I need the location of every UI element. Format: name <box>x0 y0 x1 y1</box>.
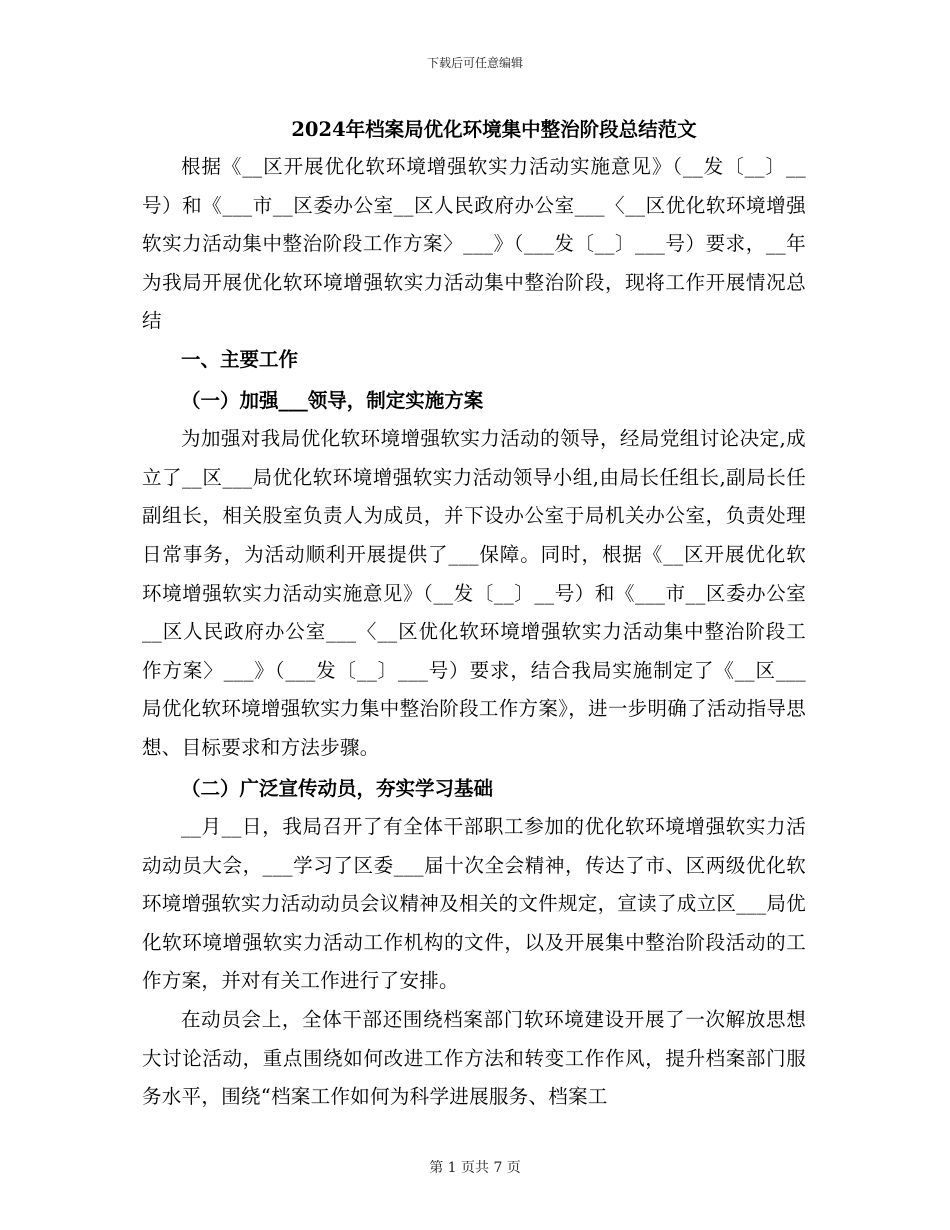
intro-paragraph: 根据《__区开展优化软环境增强软实力活动实施意见》（__发〔__〕__号）和《___市__区委办公室__区人民政府办公室___〈__区优化软环境增强软实力活动集中整治阶段工作方案〉___》（___发〔__〕___号）要求，__年为我局开展优化软环境增强软实力活动集中整治阶段，现将工作开展情况总结 <box>142 155 806 333</box>
page-footer: 第 1 页共 7 页 <box>429 1160 521 1176</box>
subsection-1-paragraph: 为加强对我局优化软环境增强软实力活动的领导，经局党组讨论决定,成立了__区___局优化软环境增强软实力活动领导小组,由局长任组长,副局长任副组长，相关股室负责人为成员，并下设办公室于局机关办公室，负责处理日常事务，为活动顺利开展提供了___保障。同时，根据《__区开展优化软环境增强软实力活动实施意见》（__发〔__〕__号）和《___市__区委办公室__区人民政府办公室___〈__区优化软环境增强软实力活动集中整治阶段工作方案〉___》（___发〔__〕___号）要求，结合我局实施制定了《__区___局优化软环境增强软实力集中整治阶段工作方案》，进一步明确了活动指导思想、目标要求和方法步骤。 <box>142 427 806 759</box>
subsection-heading-1: （一）加强___领导，制定实施方案 <box>181 388 484 412</box>
document-title: 2024年档案局优化环境集中整治阶段总结范文 <box>291 118 697 141</box>
subsection-heading-2: （二）广泛宣传动员，夯实学习基础 <box>181 776 494 800</box>
page-header: 下载后可任意编辑 <box>426 56 523 70</box>
document-body <box>142 112 806 1117</box>
subsection-2-paragraph-2: 在动员会上，全体干部还围绕档案部门软环境建设开展了一次解放思想大讨论活动，重点围绕如何改进工作方法和转变工作作风，提升档案部门服务水平，围绕“档案工作如何为科学进展服务、档案工 <box>142 1008 806 1109</box>
section-heading-main-work: 一、主要工作 <box>181 347 299 371</box>
subsection-2-paragraph-1: __月__日，我局召开了有全体干部职工参加的优化软环境增强软实力活动动员大会，___学习了区委___届十次全会精神，传达了市、区两级优化软环境增强软实力活动动员会议精神及相关的文件规定，宣读了成立区___局优化软环境增强软实力活动工作机构的文件，以及开展集中整治阶段活动的工作方案，并对有关工作进行了安排。 <box>142 815 806 993</box>
